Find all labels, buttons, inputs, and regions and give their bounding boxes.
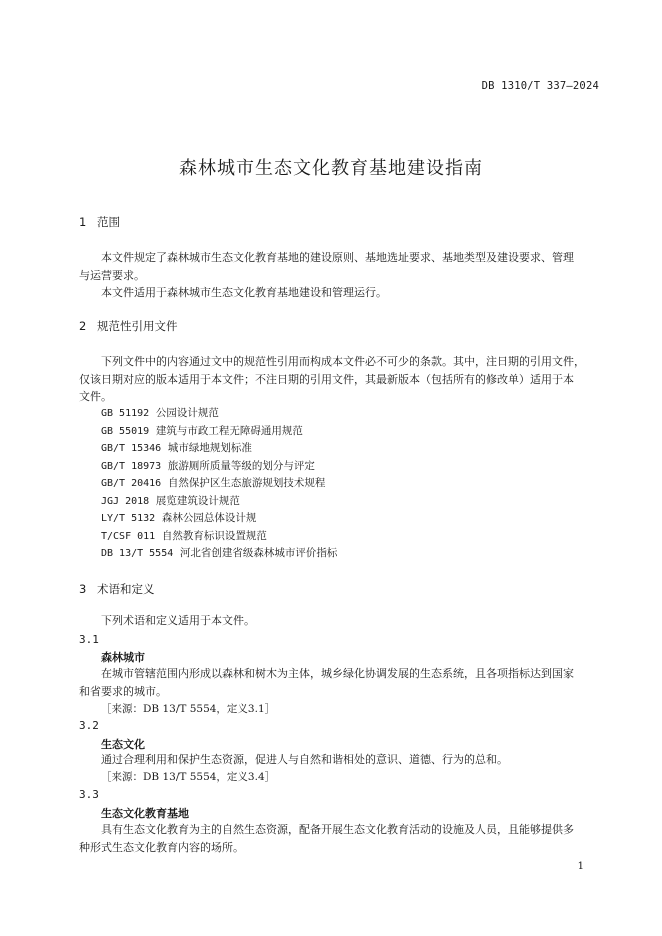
- paragraph-line: 本文件规定了森林城市生态文化教育基地的建设原则、基地选址要求、基地类型及建设要求、管理: [101, 251, 574, 264]
- document-code: DB 1310/T 337—2024: [481, 80, 599, 92]
- section-title: 规范性引用文件: [97, 319, 178, 333]
- section-number: 3: [79, 582, 87, 596]
- term-number: 3.3: [79, 788, 99, 801]
- section-title: 范围: [97, 215, 120, 229]
- term-definition: [79, 751, 603, 769]
- section-2-heading: [79, 318, 178, 334]
- term-definition: [79, 821, 603, 856]
- term-source: ［来源：DB 13/T 5554，定义3.4］: [101, 771, 276, 783]
- term-definition: [79, 665, 603, 700]
- term-name: 森林城市: [101, 651, 145, 664]
- section-title: 术语和定义: [97, 582, 155, 596]
- term-number: 3.1: [79, 633, 99, 646]
- page-number: 1: [577, 861, 584, 872]
- term-name: 生态文化教育基地: [101, 807, 189, 820]
- paragraph-line: 具有生态文化教育为主的自然生态资源，配备开展生态文化教育活动的设施及人员，且能够提供多: [101, 823, 574, 836]
- reference-item: GB/T 15346 城市绿地规划标准: [101, 442, 252, 454]
- section-1-heading: [79, 214, 120, 230]
- reference-item: LY/T 5132 森林公园总体设计规: [101, 512, 257, 524]
- paragraph-line: 仅该日期对应的版本适用于本文件；不注日期的引用文件，其最新版本（包括所有的修改单）适用于本: [79, 372, 574, 386]
- paragraph-line: 在城市管辖范围内形成以森林和树木为主体，城乡绿化协调发展的生态系统，且各项指标达到国家: [101, 667, 574, 680]
- term-number: 3.2: [79, 719, 99, 732]
- section-2-intro: [79, 353, 603, 406]
- reference-item: GB/T 18973 旅游厕所质量等级的划分与评定: [101, 460, 315, 472]
- paragraph-line: 与运营要求。: [79, 268, 145, 282]
- reference-item: T/CSF 011 自然教育标识设置规范: [101, 530, 267, 542]
- reference-item: JGJ 2018 展览建筑设计规范: [101, 495, 240, 507]
- section-number: 2: [79, 319, 87, 333]
- section-1-paragraph-1: [79, 249, 603, 284]
- paragraph-line: 下列文件中的内容通过文中的规范性引用而构成本文件必不可少的条款。其中，注日期的引用文件，: [101, 355, 585, 368]
- section-1-paragraph-2: [79, 284, 603, 302]
- paragraph-line: 文件。: [79, 390, 112, 403]
- reference-item: GB/T 20416 自然保护区生态旅游规划技术规程: [101, 477, 326, 489]
- reference-item: GB 55019 建筑与市政工程无障碍通用规范: [101, 425, 303, 437]
- term-name: 生态文化: [101, 738, 145, 751]
- section-3-intro: [79, 612, 603, 630]
- document-title: 森林城市生态文化教育基地建设指南: [179, 158, 483, 179]
- paragraph-line: 本文件适用于森林城市生态文化教育基地建设和管理运行。: [101, 286, 387, 299]
- paragraph-line: 下列术语和定义适用于本文件。: [101, 614, 255, 627]
- paragraph-line: 种形式生态文化教育内容的场所。: [79, 840, 244, 854]
- term-source: ［来源：DB 13/T 5554，定义3.1］: [101, 703, 276, 715]
- paragraph-line: 和省要求的城市。: [79, 684, 167, 698]
- paragraph-line: 通过合理利用和保护生态资源，促进人与自然和谐相处的意识、道德、行为的总和。: [101, 753, 508, 766]
- reference-item: GB 51192 公园设计规范: [101, 407, 219, 419]
- section-3-heading: [79, 581, 155, 597]
- reference-item: DB 13/T 5554 河北省创建省级森林城市评价指标: [101, 547, 338, 559]
- section-number: 1: [79, 215, 87, 229]
